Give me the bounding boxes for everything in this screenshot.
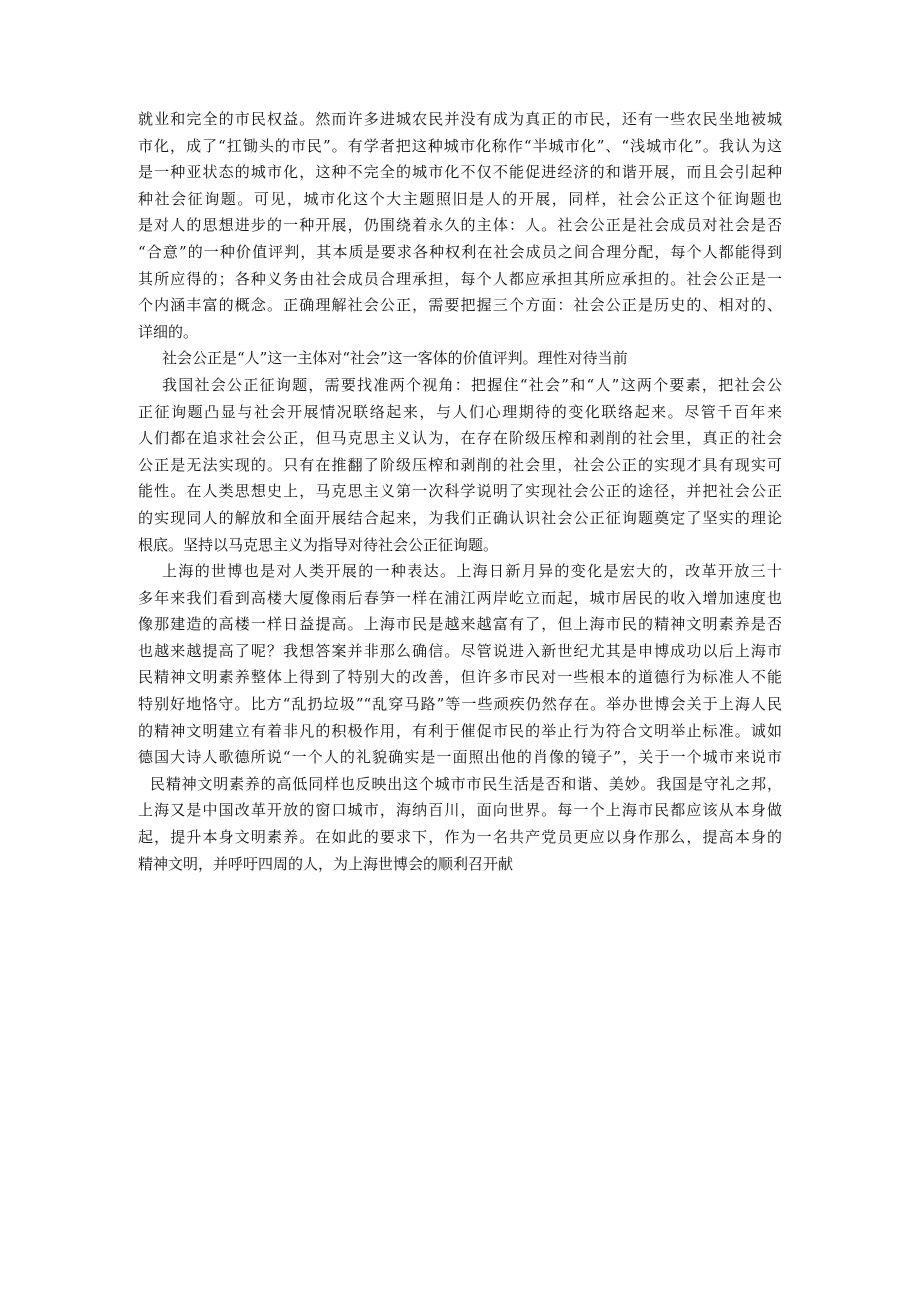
text-line: 上海又是中国改革开放的窗口城市，海纳百川，面向世界。每一个上海市民都应该从本身做	[138, 801, 782, 820]
text-line: 公正是无法实现的。只有在推翻了阶级压榨和剥削的社会里，社会公正的实现才具有现实可	[138, 455, 782, 474]
text-line: 民精神文明素养的高低同样也反映出这个城市市民生活是否和谐、美妙。我国是守礼之邦，	[150, 774, 782, 793]
text-line: 社会公正是“人”这一主体对“社会”这一客体的价值评判。理性对待当前	[162, 349, 628, 368]
text-line: 上海的世博也是对人类开展的一种表达。上海日新月异的变化是宏大的，改革开放三十	[162, 562, 782, 581]
text-line: 详细的。	[138, 322, 199, 341]
text-line: 其所应得的；各种义务由社会成员合理承担，每个人都应承担其所应承担的。社会公正是一	[138, 269, 782, 288]
text-line: 我国社会公正征询题，需要找准两个视角：把握住“社会”和“人”这两个要素，把社会公	[162, 375, 782, 394]
text-line: 起，提升本身文明素养。在如此的要求下，作为一名共产党员更应以身作那么，提高本身的	[138, 828, 782, 847]
text-line: 种社会征询题。可见，城市化这个大主题照旧是人的开展，同样，社会公正这个征询题也	[138, 189, 782, 208]
text-line: 根底。坚持以马克思主义为指导对待社会公正征询题。	[138, 535, 499, 554]
text-line: 的精神文明建立有着非凡的积极作用，有利于催促市民的举止行为符合文明举止标准。诚如	[138, 721, 782, 740]
text-line: 能性。在人类思想史上，马克思主义第一次科学说明了实现社会公正的途径，并把社会公正	[138, 482, 782, 501]
text-line: 多年来我们看到高楼大厦像雨后春笋一样在浦江两岸屹立而起，城市居民的收入增加速度也	[138, 588, 782, 607]
text-line: 人们都在追求社会公正，但马克思主义认为，在存在阶级压榨和剥削的社会里，真正的社会	[138, 429, 782, 448]
text-line: 是一种亚状态的城市化，这种不完全的城市化不仅不能促进经济的和谐开展，而且会引起种	[138, 163, 782, 182]
text-line: 是对人的思想进步的一种开展，仍围绕着永久的主体：人。社会公正是社会成员对社会是否	[138, 216, 782, 235]
text-line: 民精神文明素养整体上得到了特别大的改善，但许多市民对一些根本的道德行为标准人不能	[138, 668, 782, 687]
text-line: 德国大诗人歌德所说“一个人的礼貌确实是一面照出他的肖像的镜子”，关于一个城市来说市	[138, 748, 782, 767]
text-line: “合意”的一种价值评判，其本质是要求各种权利在社会成员之间合理分配，每个人都能得到	[138, 242, 782, 261]
text-line: 市化，成了“扛锄头的市民”。有学者把这种城市化称作“半城市化”、“浅城市化”。我认为这	[138, 136, 782, 155]
body-text	[138, 106, 782, 877]
text-line: 的实现同人的解放和全面开展结合起来，为我们正确认识社会公正征询题奠定了坚实的理论	[138, 508, 782, 527]
text-line: 精神文明，并呼吁四周的人，为上海世博会的顺利召开献	[138, 854, 514, 873]
text-line: 也越来越提高了呢？我想答案并非那么确信。尽管说进入新世纪尤其是申博成功以后上海市	[138, 641, 782, 660]
text-line: 个内涵丰富的概念。正确理解社会公正，需要把握三个方面：社会公正是历史的、相对的、	[138, 296, 782, 315]
text-line: 正征询题凸显与社会开展情况联络起来，与人们心理期待的变化联络起来。尽管千百年来	[138, 402, 782, 421]
text-line: 就业和完全的市民权益。然而许多进城农民并没有成为真正的市民，还有一些农民坐地被城	[138, 110, 782, 128]
text-line: 特别好地恪守。比方“乱扔垃圾”“乱穿马路”等一些顽疾仍然存在。举办世博会关于上海人民	[138, 695, 782, 714]
text-line: 像那建造的高楼一样日益提高。上海市民是越来越富有了，但上海市民的精神文明素养是否	[138, 615, 782, 634]
